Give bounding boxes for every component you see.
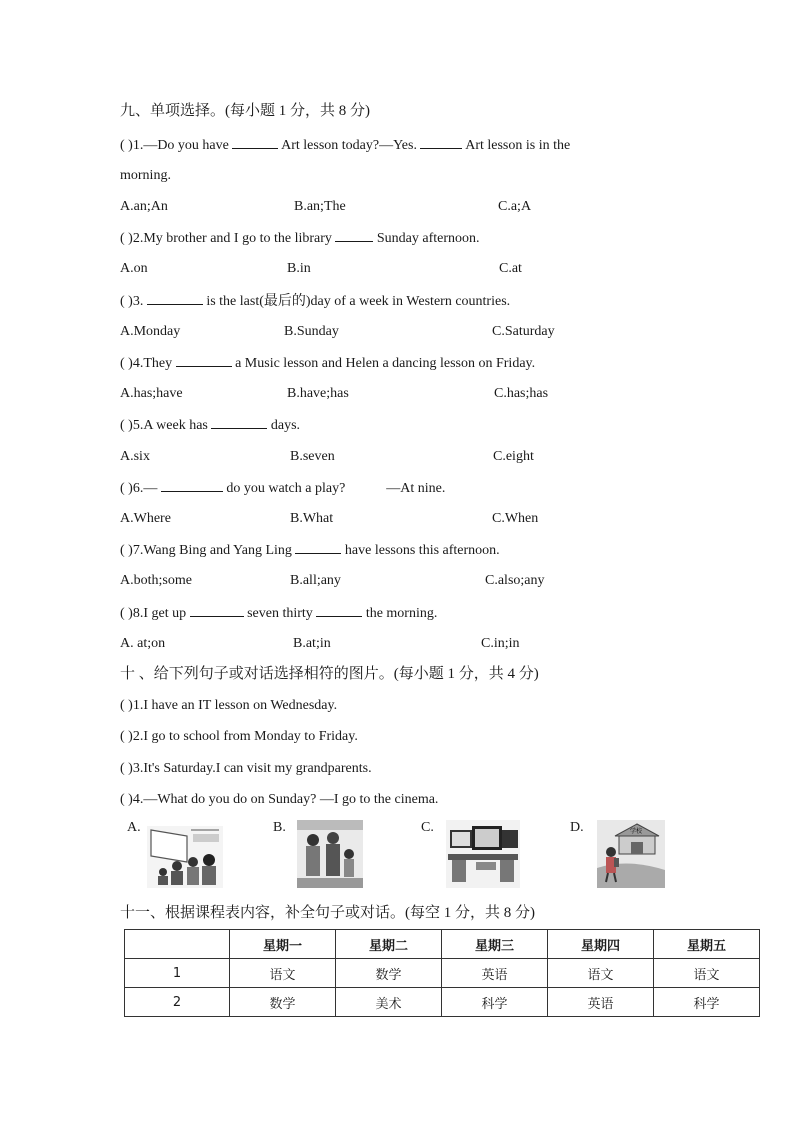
option-a[interactable]: A.six	[120, 449, 150, 464]
computer-room-icon	[446, 820, 520, 888]
blank[interactable]	[190, 604, 244, 617]
question-8-mid: seven thirty	[247, 606, 313, 621]
blank[interactable]	[161, 479, 223, 492]
table-cell: 语文	[230, 959, 336, 988]
question-1-mid: Art lesson today?—Yes.	[281, 138, 417, 153]
option-c[interactable]: C.in;in	[481, 636, 520, 651]
question-5	[120, 416, 300, 435]
match-item-4: ( )4.—What do you do on Sunday? —I go to the cinema.	[120, 792, 439, 807]
blank[interactable]	[176, 354, 232, 367]
option-c[interactable]: C.a;A	[498, 199, 532, 214]
question-4	[120, 354, 535, 373]
question-1-stem: ( )1.—Do you have	[120, 138, 229, 153]
question-2-stem: ( )2.My brother and I go to the library	[120, 231, 332, 246]
question-8	[120, 604, 437, 623]
option-b[interactable]: B.have;has	[287, 386, 349, 401]
question-1-cont: morning.	[120, 168, 171, 183]
table-cell: 科学	[442, 988, 548, 1017]
option-b[interactable]: B.What	[290, 511, 334, 526]
question-2-end: Sunday afternoon.	[376, 231, 480, 246]
table-header-cell: 星期三	[442, 930, 548, 959]
option-a[interactable]: A. at;on	[120, 636, 166, 651]
picture-d-label: D.	[570, 820, 584, 835]
section11-title: 十一、根据课程表内容，补全句子或对话。(每空 1 分，共 8 分)	[120, 905, 535, 921]
table-header-cell: 星期一	[230, 930, 336, 959]
option-b[interactable]: B.seven	[290, 449, 335, 464]
question-5-end: days.	[270, 418, 301, 433]
question-7-stem: ( )7.Wang Bing and Yang Ling	[120, 543, 292, 558]
option-c[interactable]: C.When	[492, 511, 539, 526]
question-4-end: a Music lesson and Helen a dancing lesson on Friday.	[235, 356, 536, 371]
question-8-stem: ( )8.I get up	[120, 606, 187, 621]
match-item-1: ( )1.I have an IT lesson on Wednesday.	[120, 698, 338, 713]
table-cell: 数学	[336, 959, 442, 988]
cinema-audience-icon	[147, 826, 223, 888]
question-7-end: have lessons this afternoon.	[344, 543, 500, 558]
table-cell: 语文	[654, 959, 760, 988]
table-cell: 2	[125, 988, 230, 1017]
option-a[interactable]: A.Monday	[120, 324, 181, 339]
table-header-cell: 星期五	[654, 930, 760, 959]
blank[interactable]	[295, 541, 341, 554]
school-walk-icon	[597, 820, 665, 888]
school-sign: 学校	[630, 828, 643, 835]
option-a[interactable]: A.has;have	[120, 386, 183, 401]
option-a[interactable]: A.Where	[120, 511, 171, 526]
table-cell: 英语	[442, 959, 548, 988]
option-c[interactable]: C.eight	[493, 449, 534, 464]
option-c[interactable]: C.at	[499, 261, 522, 276]
table-row	[125, 988, 760, 1017]
question-7	[120, 541, 500, 560]
table-row	[125, 959, 760, 988]
question-8-end: the morning.	[365, 606, 438, 621]
option-a[interactable]: A.an;An	[120, 199, 168, 214]
blank[interactable]	[335, 229, 373, 242]
table-header-cell: 星期二	[336, 930, 442, 959]
blank[interactable]	[211, 416, 267, 429]
table-cell: 语文	[548, 959, 654, 988]
family-visit-icon	[297, 820, 363, 888]
option-b[interactable]: B.Sunday	[284, 324, 339, 339]
table-header-cell	[125, 930, 230, 959]
blank[interactable]	[232, 136, 278, 149]
schedule-table	[124, 929, 760, 1017]
section9-title: 九、单项选择。(每小题 1 分，共 8 分)	[120, 103, 370, 119]
option-a[interactable]: A.both;some	[120, 573, 192, 588]
match-item-3: ( )3.It's Saturday.I can visit my grandparents.	[120, 761, 372, 776]
question-6-stem: ( )6.—	[120, 481, 158, 496]
question-6-end: —At nine.	[386, 481, 446, 496]
option-c[interactable]: C.also;any	[485, 573, 545, 588]
picture-a-label: A.	[127, 820, 141, 835]
question-3-end: is the last(最后的)day of a week in Western countries.	[206, 294, 511, 309]
question-3-stem: ( )3.	[120, 294, 144, 309]
question-2	[120, 229, 480, 248]
question-4-stem: ( )4.They	[120, 356, 173, 371]
table-cell: 科学	[654, 988, 760, 1017]
match-item-2: ( )2.I go to school from Monday to Friday.	[120, 729, 358, 744]
question-1-end: Art lesson is in the	[465, 138, 571, 153]
blank[interactable]	[316, 604, 362, 617]
table-cell: 英语	[548, 988, 654, 1017]
option-c[interactable]: C.has;has	[494, 386, 549, 401]
table-header-row	[125, 930, 760, 959]
table-header-cell: 星期四	[548, 930, 654, 959]
option-b[interactable]: B.in	[287, 261, 311, 276]
picture-b-label: B.	[273, 820, 286, 835]
table-cell: 美术	[336, 988, 442, 1017]
question-5-stem: ( )5.A week has	[120, 418, 208, 433]
blank[interactable]	[420, 136, 462, 149]
question-6	[120, 479, 445, 498]
option-a[interactable]: A.on	[120, 261, 148, 276]
option-b[interactable]: B.all;any	[290, 573, 341, 588]
question-3	[120, 292, 510, 311]
question-1	[120, 136, 570, 155]
table-cell: 数学	[230, 988, 336, 1017]
picture-c-label: C.	[421, 820, 434, 835]
blank[interactable]	[147, 292, 203, 305]
question-6-mid: do you watch a play?	[226, 481, 346, 496]
option-c[interactable]: C.Saturday	[492, 324, 555, 339]
option-b[interactable]: B.an;The	[294, 199, 346, 214]
section10-title: 十 、给下列句子或对话选择相符的图片。(每小题 1 分，共 4 分)	[120, 666, 539, 682]
option-b[interactable]: B.at;in	[293, 636, 331, 651]
table-cell: 1	[125, 959, 230, 988]
